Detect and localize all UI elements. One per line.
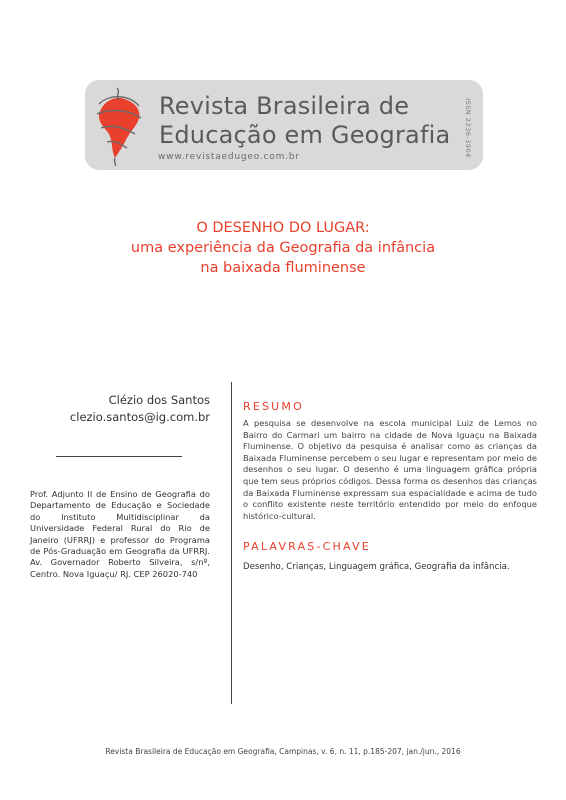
journal-banner <box>85 80 483 170</box>
author-separator <box>56 456 182 457</box>
article-title-line3: na baixada fluminense <box>200 260 366 276</box>
keywords-text: Desenho, Crianças, Linguagem gráfica, Geografia da infância. <box>243 562 510 572</box>
journal-title <box>159 92 450 150</box>
brazil-map-logo <box>93 84 145 166</box>
journal-url[interactable]: www.revistaedugeo.com.br <box>158 152 300 162</box>
citation-footer: Revista Brasileira de Educação em Geografia, Campinas, v. 6, n. 11, p.185-207, jan./jun., 2016 <box>105 747 461 756</box>
author-affiliation: Prof. Adjunto II de Ensino de Geografia do Departamento de Educação e Sociedade do Instituto Multidisciplinar da Universidade Federal Rural do Rio de Janeiro (UFRRJ) e professor do Programa de Pós-Graduação em Geografia da UFRRJ. Av. Governador Roberto Silveira, s/nº, Centro. Nova Iguaçu/ RJ. CEP 26020-740 <box>30 489 210 579</box>
abstract-heading: RESUMO <box>243 400 304 413</box>
issn-label: ISSN 2236-3904 <box>464 98 472 158</box>
author-name: Clézio dos Santos <box>108 393 210 407</box>
journal-title-line2: Educação em Geografia <box>159 121 451 149</box>
journal-title-line1: Revista Brasileira de <box>159 92 410 120</box>
author-block <box>30 392 210 426</box>
article-title-line1: O DESENHO DO LUGAR: <box>196 220 370 236</box>
column-divider <box>231 382 232 704</box>
abstract-text: A pesquisa se desenvolve na escola municipal Luiz de Lemos no Bairro do Carmari um bairro na cidade de Nova Iguaçu na Baixada Fluminense. O objetivo da pesquisa é analisar como as crianças da Baixada Fluminense percebem o seu lugar e representam por meio de desenhos o seu lugar. O desenho é uma linguagem gráfica própria que tem seus próprios códigos. Dessa forma os desenhos das crianças da Baixada Fluminense expressam sua espacialidade e acima de tudo o conflito existente neste território entendido por meio do enfoque histórico-cultural. <box>243 418 537 521</box>
keywords-heading: PALAVRAS-CHAVE <box>243 540 371 553</box>
author-email[interactable]: clezio.santos@ig.com.br <box>69 410 210 424</box>
article-title-line2: uma experiência da Geografia da infância <box>130 240 436 256</box>
article-title <box>0 218 566 278</box>
